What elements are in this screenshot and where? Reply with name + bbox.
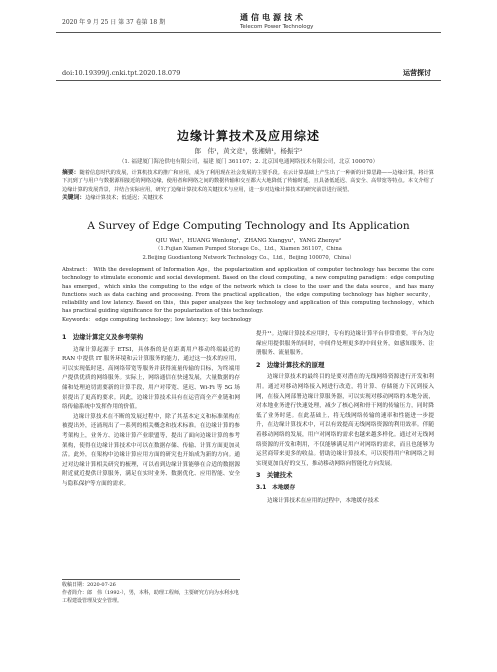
journal-name-cn: 通信电源技术 bbox=[240, 12, 306, 22]
abstract-en-label: Abstract： bbox=[62, 267, 92, 273]
issue-date: 2020 年 9 月 25 日 第 37 卷第 18 期 bbox=[62, 19, 166, 26]
title-en: A Survey of Edge Computing Technology and Its Application bbox=[87, 220, 410, 232]
paragraph: 边缘计算技术在应用的过程中，本地缓存技术 bbox=[267, 497, 379, 504]
right-column bbox=[256, 330, 434, 666]
journal-name-en: Telecom Power Technology bbox=[240, 24, 314, 30]
abstract-cn-label: 摘要： bbox=[62, 170, 80, 176]
abstract-en-text: With the development of Information Age，the popularization and application of computer technology has become the core technology to stimulate economic and social development. Based on the cloud computing，a new computing paradigm：edge computing has emerged，which sinks the computing to the edge of the network which is close to the user and the data source，and has many functions such as data caching and processing. From the practical application，the edge computing technology has higher security，reliability and low latency. Based on this，this paper analyzes the key technology and application of this computing technology，which has practical guiding significance for the popularization of this technology. bbox=[62, 267, 434, 315]
keywords-cn-text: 边缘计算技术；低延迟；关键技术 bbox=[85, 195, 164, 202]
paragraph: 提升¹¹。边缘计算技术应用时，专有的边缘计算平台非常重要，平台为边缘应用提供服务的同时，中间件处理更多的中间业务，如感知服务、注册服务、流量服务。 bbox=[256, 331, 434, 357]
authors-en: QIU Wei¹，HUANG Wenlong¹，ZHANG Xiangyu¹，YANG Zhenyu² bbox=[155, 238, 342, 244]
keywords-en bbox=[62, 315, 434, 323]
journal-header bbox=[230, 12, 390, 30]
doi-rule bbox=[56, 80, 441, 81]
footnote-rule bbox=[62, 579, 240, 580]
doi: doi:10.19399/j.cnki.tpt.2020.18.079 bbox=[62, 69, 181, 77]
received-date: 收稿日期：2020-07-26 bbox=[62, 582, 116, 588]
affiliation-en-2: 2.Beijing Guodiantong Network Technology Co.，Ltd.，Beijing 100070，China） bbox=[142, 254, 355, 261]
affiliation-en-1: （1.Fujian Xiamen Pumped Storage Co.，Ltd.，Xiamen 361107，China bbox=[155, 246, 342, 252]
section-3-heading: 3 关键技术 bbox=[256, 471, 293, 480]
affiliation-cn: （1. 福建厦门海沧供电有限公司，福建 厦门 361107；2. 北京国电通网络技术有限公司，北京 100070） bbox=[118, 159, 379, 165]
authors-cn: 郎 伟¹，黄文竞¹，张湘婧¹，杨振宇² bbox=[194, 147, 303, 155]
abstract-en bbox=[62, 266, 434, 316]
section-1-heading: 1 边缘计算定义及参考架构 bbox=[62, 333, 144, 341]
section-2-heading: 2 边缘计算技术的原理 bbox=[256, 360, 325, 369]
keywords-en-text: edge computing technology；low latency；key technology bbox=[95, 317, 252, 323]
column-tag: 运营探讨 bbox=[403, 68, 431, 77]
paragraph: 边缘计算技术的最终目的是要对潜在的无线网络资源进行开发和利用。通过对移动网络接入网进行改造，将计算、存储能力下沉到接入网，在接入网部署边缘计算服务器，可以实现对移动网络的本地分流，对本地业务进行快速处理，减少了核心网和骨干网的传输压力，同时降低了业务时延。在此基础上，将无线网络传输的速率和性能进一步提升，在边缘计算技术中，可以有效提高无线网络资源的利用效率。伴随着移动网络的发展，用户对网络的需求也越来越多样化。通过对无线网络资源的开发和利用，不仅能够满足用户对网络的需求，而且也能够为运营商带来更多的收益。借助边缘计算技术，可以使得用户和网络之间实现更加良好的交互，推动移动网络向智能化方向发展。 bbox=[256, 374, 434, 467]
keywords-cn-label: 关键词： bbox=[62, 195, 86, 202]
abstract-cn bbox=[62, 169, 434, 203]
author-bio: 作者简介：郎 伟（1992-），男，本科，助理工程师，主要研究方向为水利水电工程建设管理及安全管理。 bbox=[62, 590, 239, 604]
paragraph: 边缘计算起源于 ETSI，具体指的是在距离用户移动终端最近的 RAN 中提供 IT 服务环境和云计算服务的能力，通过这一技术的应用，可以实现低时延、高网络带宽等服务并获得流量传输的目标，为终端用户提供优质的网络服务。实际上，网络通信在快速发展，大量数据的存储和处理迫切需要新的计算手段，用户对带宽、延迟、Wi-Fi 等 5G 场景提出了更高的要求。因此，边缘计算技术具有在运营商全产业链和网络传输系统中发挥作用的价值。 bbox=[62, 346, 240, 411]
title-cn: 边缘计算技术及应用综述 bbox=[176, 129, 320, 143]
left-column bbox=[62, 331, 240, 579]
abstract-cn-text: 随着信息时代的发展，计算机技术的推广和应用，成为了利用现在社会发展的主要手段。在云计算基础上产生出了一种新的计算思路——边缘计算，将计算下沉到了与用户与数据源相接近的网络边缘，使用者和网络之间的数据传输和交互都大大地降低了传输时延，且具备低延迟、高安全、高带宽等特点。本文介绍了边缘计算的发展背景，并结合实际应用，研究了边缘计算技术的关键技术与应用，进一步对边缘计算技术的研究前景进行展望。 bbox=[62, 170, 434, 193]
section-3-1-heading: 3.1 本地缓存 bbox=[256, 484, 296, 491]
affiliation-en bbox=[0, 245, 497, 262]
footnote bbox=[62, 581, 240, 605]
paragraph: 边缘计算技术在不断的发展过程中，除了其基本定义和标准架构在被提出外，还涌现出了一系列的相关概念和技术标准。在边缘计算的参考架构上，业务方、边缘计算产业联盟等，提出了面向边缘计算的参考架构，使得在边缘计算技术中可以在数据存储、传输、计算方面更加灵活。此外，在架构中边缘计算应用方面的研究也开始成为新的方向。通过对边缘计算相关研究的梳理，可以看到边缘计算能够在合适的数据源附近就近提供计算服务，满足在实时业务、数据优化、应用智能、安全与隐私保护等方面的需求。 bbox=[62, 413, 240, 487]
keywords-en-label: Keywords： bbox=[62, 317, 94, 323]
header-rule bbox=[56, 32, 441, 33]
